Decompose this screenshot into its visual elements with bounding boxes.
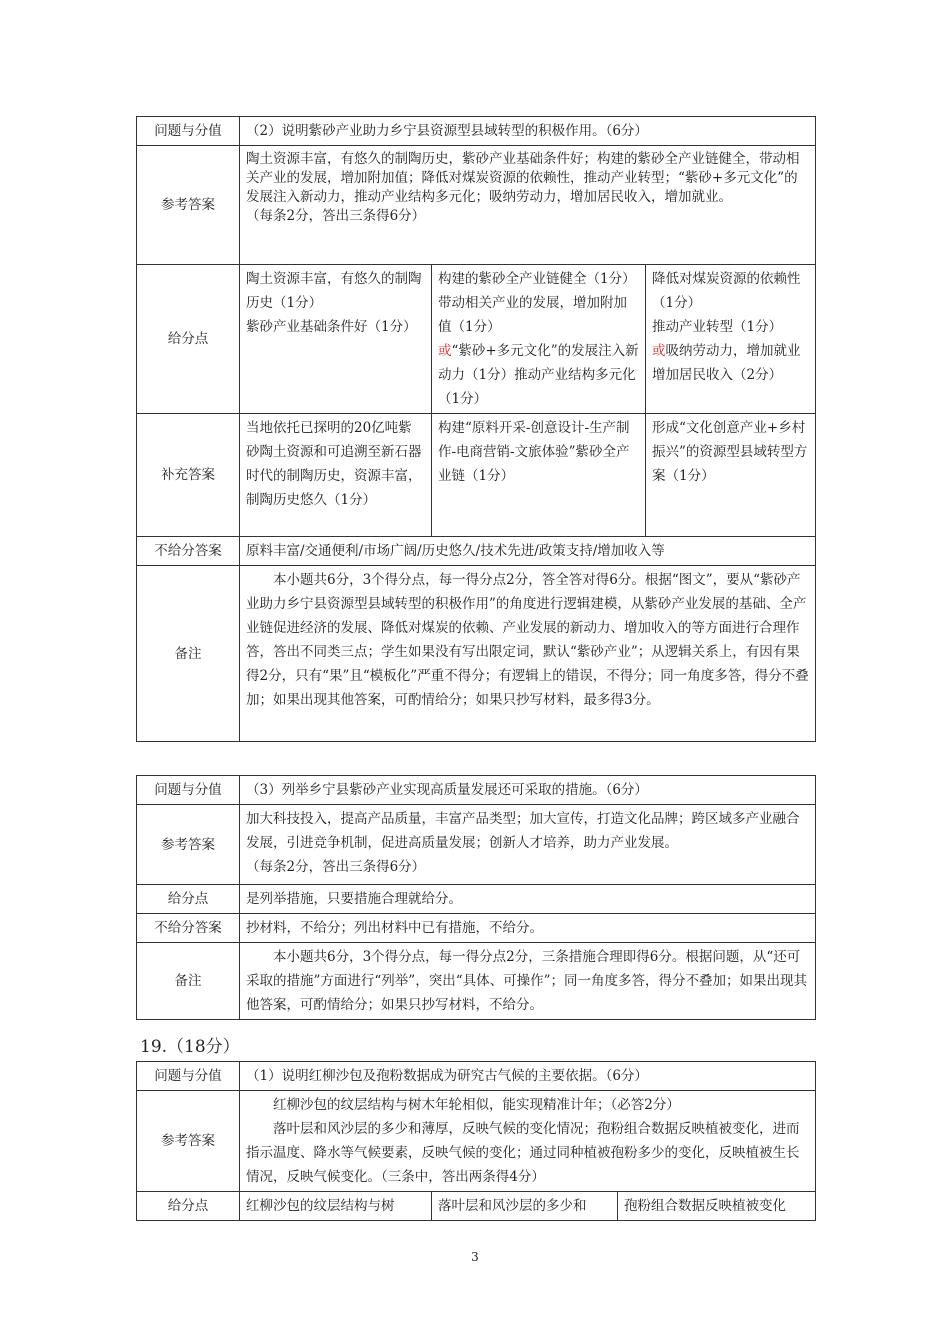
- q19-1-points-col1: 红柳沙包的纹层结构与树: [240, 1192, 432, 1221]
- q19-1-table: [136, 1061, 816, 1221]
- q18-2-points-col2-b-wrap: [438, 339, 639, 411]
- q18-2-points-col3-b: 推动产业转型（1分）: [652, 319, 783, 335]
- label-reference-answer: 参考答案: [137, 805, 240, 885]
- or-mark: 或: [652, 343, 666, 359]
- label-question-score: 问题与分值: [137, 117, 240, 146]
- q19-1-question: （1）说明红柳沙包及孢粉数据成为研究古气候的主要依据。（6分）: [240, 1062, 816, 1091]
- q18-3-remarks-cell: [240, 943, 816, 1020]
- q18-2-points-col3: [646, 265, 816, 414]
- q18-2-supp-col2: 构建“原料开采-创意设计-生产制作-电商营销-文旅体验”紫砂全产业链（1分）: [432, 414, 646, 537]
- label-remarks: 备注: [137, 943, 240, 1020]
- or-mark: 或: [438, 343, 452, 359]
- q18-2-points-col2: [432, 265, 646, 414]
- q18-2-question: （2）说明紫砂产业助力乡宁县资源型县域转型的积极作用。（6分）: [240, 117, 816, 146]
- q18-2-points-col1-b: 紫砂产业基础条件好（1分）: [246, 319, 417, 335]
- q18-3-question: （3）列举乡宁县紫砂产业实现高质量发展还可采取的措施。（6分）: [240, 776, 816, 805]
- q18-2-supp-col1: 当地依托已探明的20亿吨紫砂陶土资源和可追溯至新石器时代的制陶历史，资源丰富，制陶历史悠久（1分）: [240, 414, 432, 537]
- q19-1-points-col2: 落叶层和风沙层的多少和: [432, 1192, 618, 1221]
- q18-2-points-col3-c-wrap: [652, 339, 809, 387]
- label-reference-answer: 参考答案: [137, 1091, 240, 1192]
- q19-1-points-col3: 孢粉组合数据反映植被变化: [618, 1192, 816, 1221]
- q18-2-points-col3-c: 吸纳劳动力，增加就业增加居民收入（2分）: [652, 343, 801, 383]
- q18-2-supp-col3: 形成“文化创意产业+乡村振兴”的资源型县域转型方案（1分）: [646, 414, 816, 537]
- q19-1-reference-line2: 落叶层和风沙层的多少和薄厚，反映气候的变化情况；孢粉组合数据反映植被变化，进而指示温度、降水等气候要素，反映气候的变化；通过同种植被孢粉多少的变化，反映植被生长情况，反映气候变化。（三条中，答出两条得4分）: [246, 1121, 800, 1185]
- q18-2-reference-note: （每条2分，答出三条得6分）: [246, 208, 426, 224]
- q18-2-no-score: 原料丰富/交通便利/市场广阔/历史悠久/技术先进/政策支持/增加收入等: [240, 537, 816, 566]
- label-reference-answer: 参考答案: [137, 146, 240, 265]
- q18-2-points-col2-a: 构建的紫砂全产业链健全（1分）带动相关产业的发展，增加附加值（1分）: [438, 271, 636, 335]
- label-supplementary-answer: 补充答案: [137, 414, 240, 537]
- q18-2-reference-cell: [240, 146, 816, 265]
- q19-1-reference-cell: [240, 1091, 816, 1192]
- label-remarks: 备注: [137, 566, 240, 742]
- q18-3-score-points: 是列举措施，只要措施合理就给分。: [240, 885, 816, 914]
- q19-1-reference-line1: 红柳沙包的纹层结构与树木年轮相似，能实现精准计年；（必答2分）: [273, 1097, 680, 1113]
- q18-2-points-col2-b: “紫砂+多元文化”的发展注入新动力（1分）推动产业结构多元化（1分）: [438, 343, 639, 407]
- label-score-points: 给分点: [137, 1192, 240, 1221]
- q18-2-points-col3-a: 降低对煤炭资源的依赖性（1分）: [652, 271, 801, 311]
- q18-3-no-score: 抄材料，不给分；列出材料中已有措施，不给分。: [240, 914, 816, 943]
- label-score-points: 给分点: [137, 265, 240, 414]
- page-number: 3: [471, 1250, 479, 1264]
- q18-2-remarks: 本小题共6分，3个得分点，每一得分点2分，答全答对得6分。根据“图文”，要从“紫砂产业助力乡宁县资源型县域转型的积极作用”的角度进行逻辑建模，从紫砂产业发展的基础、全产业链促进经济的发展、降低对煤炭的依赖、产业发展的新动力、增加收入的等方面进行合理作答，答出不同类三点；学生如果没有写出限定词，默认“紫砂产业”；从逻辑关系上，有因有果得2分，只有“果”且“模板化”严重不得分；有逻辑上的错误，不得分；同一角度多答，得分不叠加；如果出现其他答案，可酌情给分；如果只抄写材料，最多得3分。: [246, 572, 809, 708]
- q18-2-points-col1-a: 陶土资源丰富，有悠久的制陶历史（1分）: [246, 271, 422, 311]
- q18-3-remarks: 本小题共6分，3个得分点，每一得分点2分，三条措施合理即得6分。根据问题，从“还可采取的措施”方面进行“列举”，突出“具体、可操作”；同一角度多答，得分不叠加；如果出现其他答案，可酌情给分；如果只抄写材料，不给分。: [246, 949, 808, 1013]
- label-no-score-answer: 不给分答案: [137, 537, 240, 566]
- label-question-score: 问题与分值: [137, 1062, 240, 1091]
- q18-2-reference-answer: 陶土资源丰富，有悠久的制陶历史，紫砂产业基础条件好；构建的紫砂全产业链健全，带动相关产业的发展，增加附加值；降低对煤炭资源的依赖性，推动产业转型；“紫砂+多元文化”的发展注入新动力，推动产业结构多元化；吸纳劳动力，增加居民收入，增加就业。: [246, 151, 800, 205]
- q18-3-reference-cell: [240, 805, 816, 885]
- q19-heading: 19.（18分）: [140, 1037, 240, 1057]
- q18-2-points-col1: [240, 265, 432, 414]
- label-no-score-answer: 不给分答案: [137, 914, 240, 943]
- label-question-score: 问题与分值: [137, 776, 240, 805]
- q18-2-remarks-cell: [240, 566, 816, 742]
- q18-3-reference-answer: 加大科技投入，提高产品质量，丰富产品类型；加大宣传，打造文化品牌；跨区域多产业融合发展，引进竞争机制，促进高质量发展；创新人才培养，助力产业发展。: [246, 811, 800, 851]
- label-score-points: 给分点: [137, 885, 240, 914]
- q18-3-table: [136, 775, 816, 1020]
- q18-3-reference-note: （每条2分，答出三条得6分）: [246, 859, 426, 875]
- q18-2-table: [136, 116, 816, 742]
